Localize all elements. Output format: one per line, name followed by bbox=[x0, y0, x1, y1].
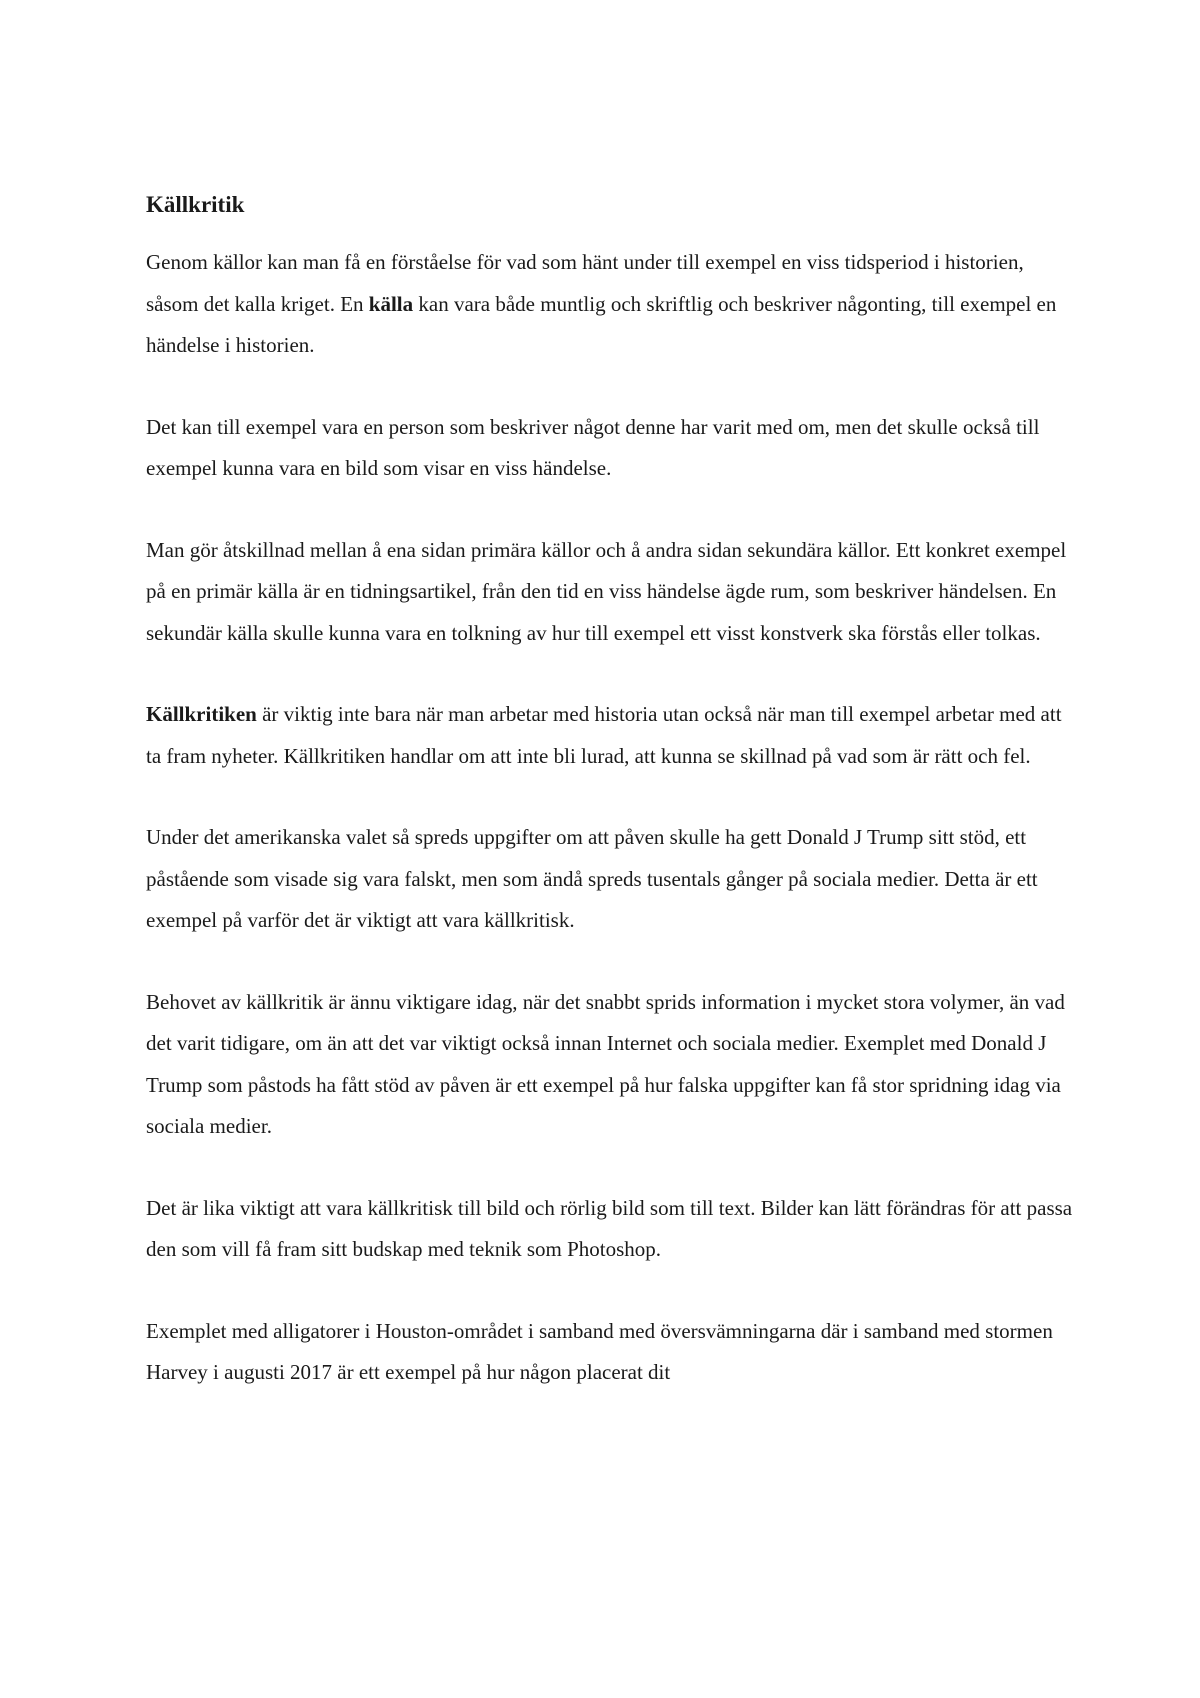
paragraph-text: kan vara både muntlig och skriftlig och beskriver någonting, till exempel en händelse i historien. bbox=[146, 291, 1057, 357]
bold-term-kallkritiken: Källkritiken bbox=[146, 702, 257, 726]
paragraph-primary-secondary: Man gör åtskillnad mellan å ena sidan primära källor och å andra sidan sekundära källor. Ett konkret exempel på en primär källa är en tidningsartikel, från den tid en viss händelse ägde rum, som beskriver händelsen. En sekundär källa skulle kunna vara en tolkning av hur till exempel ett visst konstverk ska förstås eller tolkas. bbox=[146, 537, 1067, 645]
paragraph-source-examples: Det kan till exempel vara en person som beskriver något denne har varit med om, men det skulle också till exempel kunna vara en bild som visar en viss händelse. bbox=[146, 414, 1040, 480]
paragraph-sources-intro bbox=[146, 242, 1076, 367]
document-title: Källkritik bbox=[146, 192, 245, 217]
paragraph-houston-example: Exemplet med alligatorer i Houston-området i samband med översvämningarna där i samband med stormen Harvey i augusti 2017 är ett exempel på hur någon placerat dit bbox=[146, 1318, 1053, 1384]
paragraph-election-example: Under det amerikanska valet så spreds uppgifter om att påven skulle ha gett Donald J Trump sitt stöd, ett påstående som visade sig vara falskt, men som ändå spreds tusentals gånger på sociala medier. Detta är ett exempel på varför det är viktigt att vara källkritisk. bbox=[146, 825, 1038, 932]
paragraph-text: Genom källor kan man få en förståelse för vad som hänt under till exempel en viss tidsperiod i historien, såsom det kalla kriget. En bbox=[146, 250, 1024, 316]
paragraph-images: Det är lika viktigt att vara källkritisk till bild och rörlig bild som till text. Bilder kan lätt förändras för att passa den som vill få fram sitt budskap med teknik som Photoshop. bbox=[146, 1195, 1073, 1261]
paragraph-need-today: Behovet av källkritik är ännu viktigare idag, när det snabbt sprids information i mycket stora volymer, än vad det varit tidigare, om än att det var viktigt också innan Internet och sociala medier. Exemplet med Donald J Trump som påstods ha fått stöd av påven är ett exempel på hur falska uppgifter kan få stor spridning idag via sociala medier. bbox=[146, 989, 1065, 1138]
paragraph-text: är viktig inte bara när man arbetar med historia utan också när man till exempel arbetar med att ta fram nyheter. Källkritiken handlar om att inte bli lurad, att kunna se skillnad på vad som är rätt och fel. bbox=[146, 702, 1062, 768]
document-body bbox=[146, 185, 1076, 1394]
paragraph-source-criticism bbox=[146, 694, 1076, 777]
bold-term-kalla: källa bbox=[368, 291, 414, 316]
